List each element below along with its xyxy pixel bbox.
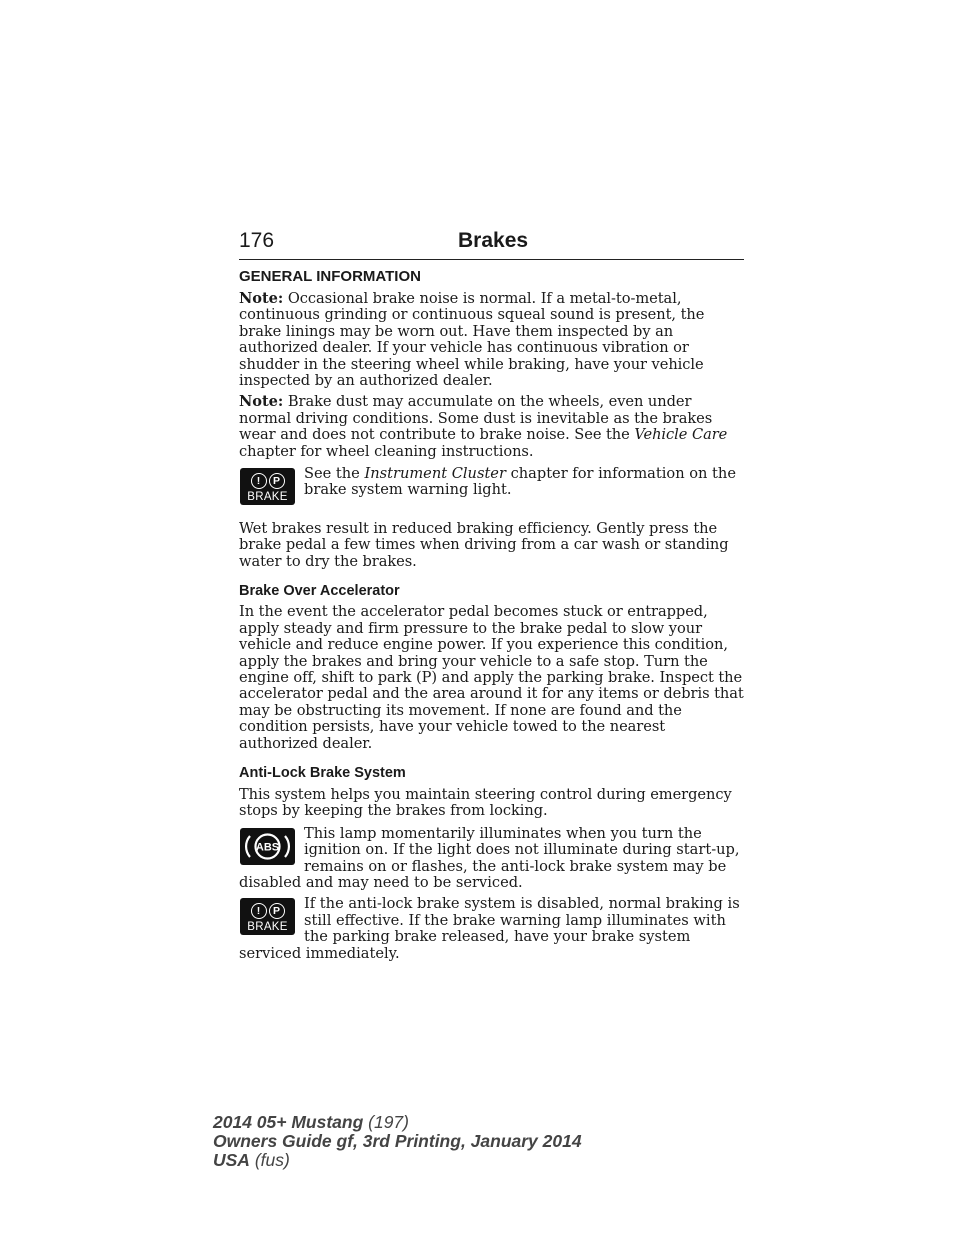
vehicle-care-reference: Vehicle Care <box>634 426 728 444</box>
brake-warning-icon: ! P BRAKE <box>240 898 295 935</box>
note-text: Brake dust may accumulate on the wheels, even under normal driving conditions. Some dust is inevitable as the brakes wear and does not contribute to brake noise. See the <box>239 393 713 444</box>
note-label: Note: <box>239 290 284 307</box>
page-footer <box>213 1113 582 1170</box>
footer-region: USA (fus) <box>213 1150 290 1170</box>
sub-heading-anti-lock-brake-system: Anti-Lock Brake System <box>239 764 406 781</box>
brake-warning-icon: ! P BRAKE <box>240 468 295 505</box>
footer-printing: Owners Guide gf, 3rd Printing, January 2014 <box>213 1131 582 1151</box>
footer-model: 2014 05+ Mustang (197) <box>213 1112 409 1132</box>
manual-page <box>239 229 744 962</box>
abs-lamp-paragraph: This lamp momentarily illuminates when you turn the ignition on. If the light does not illuminate during start-up, remains on or flashes, the anti-lock brake system may be disabled and may need to be serviced. <box>239 825 740 891</box>
brake-over-accelerator-paragraph: In the event the accelerator pedal becomes stuck or entrapped, apply steady and firm pressure to the brake pedal to slow your vehicle and reduce engine power. If you experience this condition, apply the brakes and bring your vehicle to a safe stop. Turn the engine off, shift to park (P) and apply the parking brake. Inspect the accelerator pedal and the area around it for any items or debris that may be obstructing its movement. If none are found and the condition persists, have your vehicle towed to the nearest authorized dealer. <box>239 603 744 752</box>
brake-warning-block <box>239 466 744 509</box>
abs-lamp-block <box>239 826 744 892</box>
note-brake-noise <box>239 291 744 389</box>
page-header <box>239 229 744 260</box>
section-heading-general-information: GENERAL INFORMATION <box>239 268 421 285</box>
svg-text:ABS: ABS <box>255 841 280 854</box>
wet-brakes-paragraph: Wet brakes result in reduced braking efficiency. Gently press the brake pedal a few times when driving from a car wash or standing water to dry the brakes. <box>239 520 729 570</box>
note-brake-dust <box>239 394 744 460</box>
note-text: Occasional brake noise is normal. If a metal-to-metal, continuous grinding or continuous squeal sound is present, the brake linings may be worn out. Have them inspected by an authorized dealer. If your vehicle has continuous vibration or shudder in the steering wheel while braking, have your vehicle inspected by an authorized dealer. <box>239 290 705 390</box>
brake-lamp-paragraph: If the anti-lock brake system is disabled, normal braking is still effective. If the brake warning lamp illuminates with the parking brake released, have your brake system serviced immediately. <box>239 896 740 962</box>
sub-heading-brake-over-accelerator: Brake Over Accelerator <box>239 583 400 600</box>
page-number: 176 <box>239 229 275 252</box>
abs-warning-icon <box>240 828 295 865</box>
anti-lock-intro-paragraph: This system helps you maintain steering control during emergency stops by keeping the brakes from locking. <box>239 785 732 820</box>
brake-lamp-block <box>239 896 744 962</box>
instrument-cluster-reference: See the Instrument Cluster chapter for information on the brake system warning light. <box>304 466 736 499</box>
chapter-title: Brakes <box>458 229 529 252</box>
note-text: chapter for wheel cleaning instructions. <box>239 442 534 460</box>
note-label: Note: <box>239 393 284 411</box>
